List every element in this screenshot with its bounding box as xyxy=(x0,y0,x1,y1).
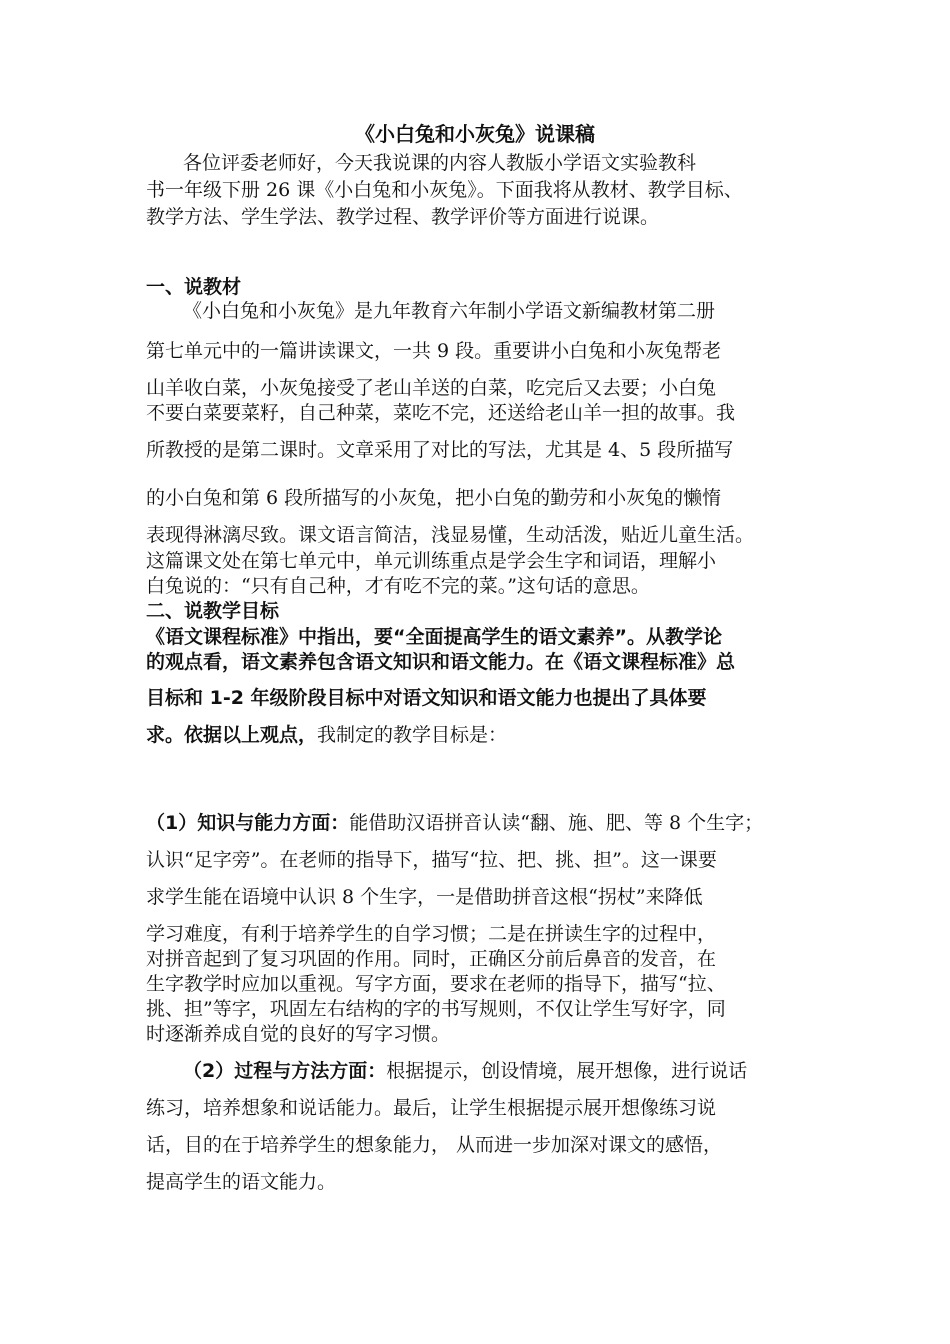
goal-1-label: （1）知识与能力方面： xyxy=(146,812,350,834)
goal-1-first-line xyxy=(146,810,763,836)
bold-paragraph-line: 目标和 1-2 年级阶段目标中对语文知识和语文能力也提出了具体要 xyxy=(146,687,707,709)
bold-text: 求。依据以上观点， xyxy=(146,724,318,746)
paragraph-line-mixed xyxy=(146,722,507,748)
paragraph-line: 对拼音起到了复习巩固的作用。同时，正确区分前后鼻音的发音，在 xyxy=(146,948,717,970)
paragraph-line: 认识“足字旁”。在老师的指导下，描写“拉、把、挑、担”。这一课要 xyxy=(146,849,717,871)
intro-line: 各位评委老师好，今天我说课的内容人教版小学语文实验教科 xyxy=(183,152,697,174)
paragraph-line: 所教授的是第二课时。文章采用了对比的写法，尤其是 4、5 段所描写 xyxy=(146,439,734,461)
bold-paragraph-line: 的观点看，语文素养包含语文知识和语文能力。在《语文课程标准》总 xyxy=(146,651,736,673)
paragraph-line: 山羊收白菜，小灰兔接受了老山羊送的白菜，吃完后又去要；小白兔 xyxy=(146,377,717,399)
paragraph-line: 表现得淋漓尽致。课文语言简洁，浅显易懂，生动活泼，贴近儿童生活。 xyxy=(146,524,755,546)
document-title: 《小白兔和小灰兔》说课稿 xyxy=(355,122,595,146)
paragraph-line: 练习，培养想象和说话能力。最后，让学生根据提示展开想像练习说 xyxy=(146,1097,717,1119)
paragraph-line: 《小白兔和小灰兔》是九年教育六年制小学语文新编教材第二册 xyxy=(183,300,716,322)
paragraph-line: 不要白菜要菜籽，自己种菜，菜吃不完，还送给老山羊一担的故事。我 xyxy=(146,402,736,424)
intro-line: 教学方法、学生学法、教学过程、教学评价等方面进行说课。 xyxy=(146,206,660,228)
paragraph-line: 求学生能在语境中认识 8 个生字，一是借助拼音这根“拐杖”来降低 xyxy=(146,886,703,908)
bold-paragraph-line: 《语文课程标准》中指出，要“全面提高学生的语文素养”。从教学论 xyxy=(146,626,722,648)
section-heading-teaching-goals: 二、说教学目标 xyxy=(146,600,280,622)
paragraph-line: 的小白兔和第 6 段所描写的小灰兔，把小白兔的勤劳和小灰兔的懒惰 xyxy=(146,487,722,509)
goal-2-label: （2）过程与方法方面： xyxy=(183,1060,387,1082)
paragraph-line: 时逐渐养成自觉的良好的写字习惯。 xyxy=(146,1023,451,1045)
paragraph-line: 白兔说的：“只有自己种，才有吃不完的菜。”这句话的意思。 xyxy=(146,575,650,597)
paragraph-line: 挑、担”等字，巩固左右结构的字的书写规则，不仅让学生写好字，同 xyxy=(146,998,726,1020)
paragraph-line: 生字教学时应加以重视。写字方面，要求在老师的指导下，描写“拉、 xyxy=(146,973,726,995)
paragraph-line: 提高学生的语文能力。 xyxy=(146,1171,337,1193)
goal-2-first-line xyxy=(183,1058,747,1084)
section-heading-teaching-material: 一、说教材 xyxy=(146,276,242,298)
normal-text: 我制定的教学目标是： xyxy=(317,724,508,746)
paragraph-line: 学习难度，有利于培养学生的自学习惯；二是在拼读生字的过程中， xyxy=(146,923,717,945)
goal-2-text: 根据提示，创设情境，展开想像，进行说话 xyxy=(386,1060,748,1082)
paragraph-line: 这篇课文处在第七单元中，单元训练重点是学会生字和词语，理解小 xyxy=(146,550,717,572)
goal-1-text: 能借助汉语拼音认读“翻、施、肥、等 8 个生字； xyxy=(349,812,764,834)
paragraph-line: 话，目的在于培养学生的想象能力， 从而进一步加深对课文的感悟， xyxy=(146,1134,723,1156)
intro-line: 书一年级下册 26 课《小白兔和小灰兔》。下面我将从教材、教学目标、 xyxy=(146,179,743,201)
paragraph-line: 第七单元中的一篇讲读课文，一共 9 段。重要讲小白兔和小灰兔帮老 xyxy=(146,340,722,362)
